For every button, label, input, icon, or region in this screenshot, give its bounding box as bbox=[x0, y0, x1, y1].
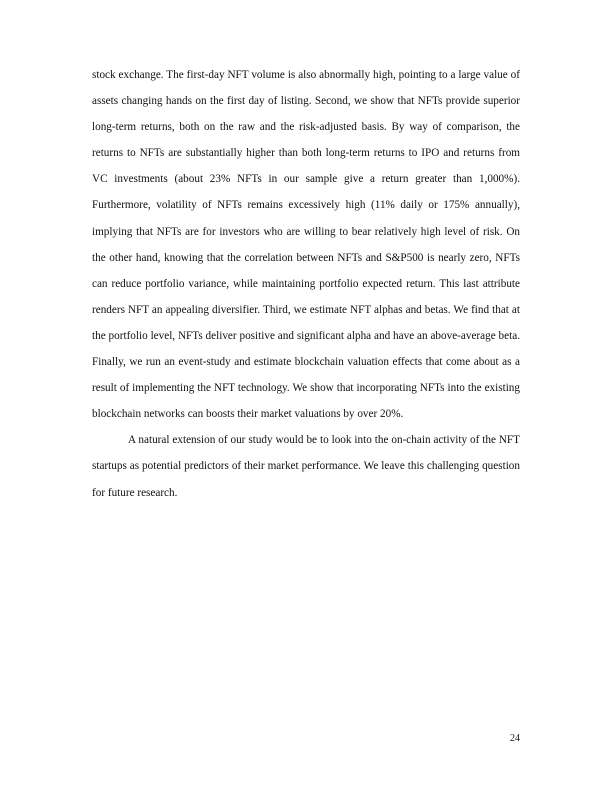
page-number: 24 bbox=[510, 733, 520, 744]
body-text bbox=[92, 62, 520, 506]
paragraph-conclusion-findings: stock exchange. The first-day NFT volume is also abnormally high, pointing to a large value of assets changing hands on the first day of listing. Second, we show that NFTs provide superior long-term returns, both on the raw and the risk-adjusted basis. By way of comparison, the returns to NFTs are substantially higher than both long-term returns to IPO and returns from VC investments (about 23% NFTs in our sample give a return greater than 1,000%). Furthermore, volatility of NFTs remains excessively high (11% daily or 175% annually), implying that NFTs are for investors who are willing to bear relatively high level of risk. On the other hand, knowing that the correlation between NFTs and S&P500 is nearly zero, NFTs can reduce portfolio variance, while maintaining portfolio expected return. This last attribute renders NFT an appealing diversifier. Third, we estimate NFT alphas and betas. We find that at the portfolio level, NFTs deliver positive and significant alpha and have an above-average beta. Finally, we run an event-study and estimate blockchain valuation effects that come about as a result of implementing the NFT technology. We show that incorporating NFTs into the existing blockchain networks can boosts their market valuations by over 20%. bbox=[92, 69, 520, 421]
paragraph-future-research: A natural extension of our study would be to look into the on-chain activity of the NFT startups as potential predictors of their market performance. We leave this challenging question for future research. bbox=[92, 434, 520, 499]
